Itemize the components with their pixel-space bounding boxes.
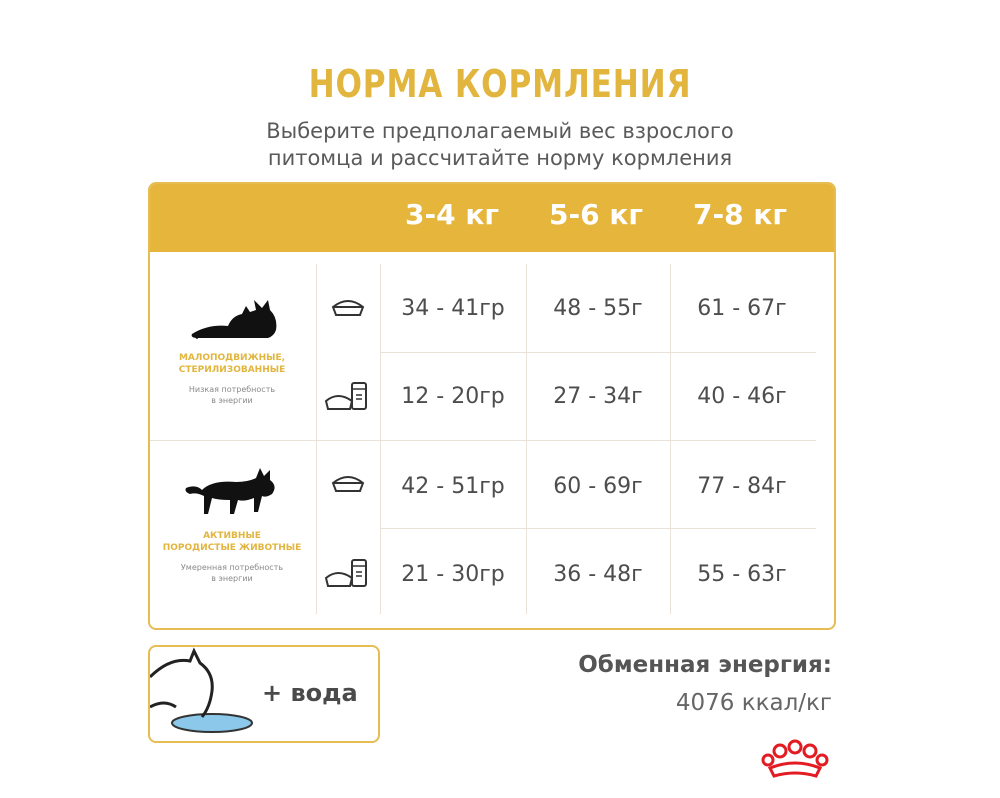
walking-cat-icon	[182, 466, 282, 518]
grid-line	[670, 264, 671, 614]
table-cell: 77 - 84г	[697, 474, 787, 499]
grid-line	[316, 264, 317, 614]
table-cell: 21 - 30гр	[401, 562, 505, 587]
mixed-food-icon	[324, 377, 370, 413]
grid-line	[150, 440, 816, 441]
grid-line	[380, 352, 816, 353]
category-title-line: ПОРОДИСТЫЕ ЖИВОТНЫЕ	[162, 543, 302, 553]
dry-food-bowl-icon	[330, 473, 366, 495]
category-title-line: АКТИВНЫЕ	[203, 531, 261, 541]
subtitle-line-1: Выберите предполагаемый вес взрослого	[266, 119, 734, 143]
resting-cat-icon	[188, 294, 284, 340]
column-header-7-8kg: 7-8 кг	[693, 198, 787, 231]
table-cell: 42 - 51гр	[401, 474, 505, 499]
table-cell: 12 - 20гр	[401, 384, 505, 409]
column-header-5-6kg: 5-6 кг	[549, 198, 643, 231]
table-cell: 34 - 41гр	[401, 296, 505, 321]
page-title: НОРМА КОРМЛЕНИЯ	[308, 62, 692, 106]
dry-food-bowl-icon	[330, 297, 366, 319]
category-note	[152, 562, 312, 584]
table-cell: 48 - 55г	[553, 296, 643, 321]
category-title-line: МАЛОПОДВИЖНЫЕ,	[178, 353, 286, 363]
subtitle-line-2: питомца и рассчитайте норму кормления	[267, 146, 733, 170]
table-cell: 55 - 63г	[697, 562, 787, 587]
energy-value: 4076 ккал/кг	[675, 690, 832, 716]
category-title	[152, 530, 312, 554]
energy-label: Обменная энергия:	[578, 652, 832, 678]
mixed-food-icon	[324, 554, 370, 590]
page-subtitle	[0, 118, 1000, 172]
table-header	[150, 184, 834, 252]
table-cell: 61 - 67г	[697, 296, 787, 321]
feeding-table	[148, 182, 836, 630]
category-title-line: СТЕРИЛИЗОВАННЫЕ	[178, 365, 286, 375]
category-note-line: в энергии	[211, 396, 253, 405]
grid-line	[380, 528, 816, 529]
water-card	[148, 645, 380, 743]
category-note-line: Низкая потребность	[188, 385, 276, 394]
category-note-line: в энергии	[211, 574, 253, 583]
grid-line	[526, 264, 527, 614]
water-label: + вода	[262, 679, 358, 707]
royal-canin-crown-logo	[760, 738, 830, 782]
category-note	[152, 384, 312, 406]
table-cell: 27 - 34г	[553, 384, 643, 409]
category-note-line: Умеренная потребность	[180, 563, 284, 572]
grid-line	[380, 264, 381, 614]
column-header-3-4kg: 3-4 кг	[405, 198, 499, 231]
category-title	[152, 352, 312, 376]
table-cell: 36 - 48г	[553, 562, 643, 587]
cat-drinking-water-icon	[150, 647, 254, 741]
table-cell: 60 - 69г	[553, 474, 643, 499]
table-cell: 40 - 46г	[697, 384, 787, 409]
